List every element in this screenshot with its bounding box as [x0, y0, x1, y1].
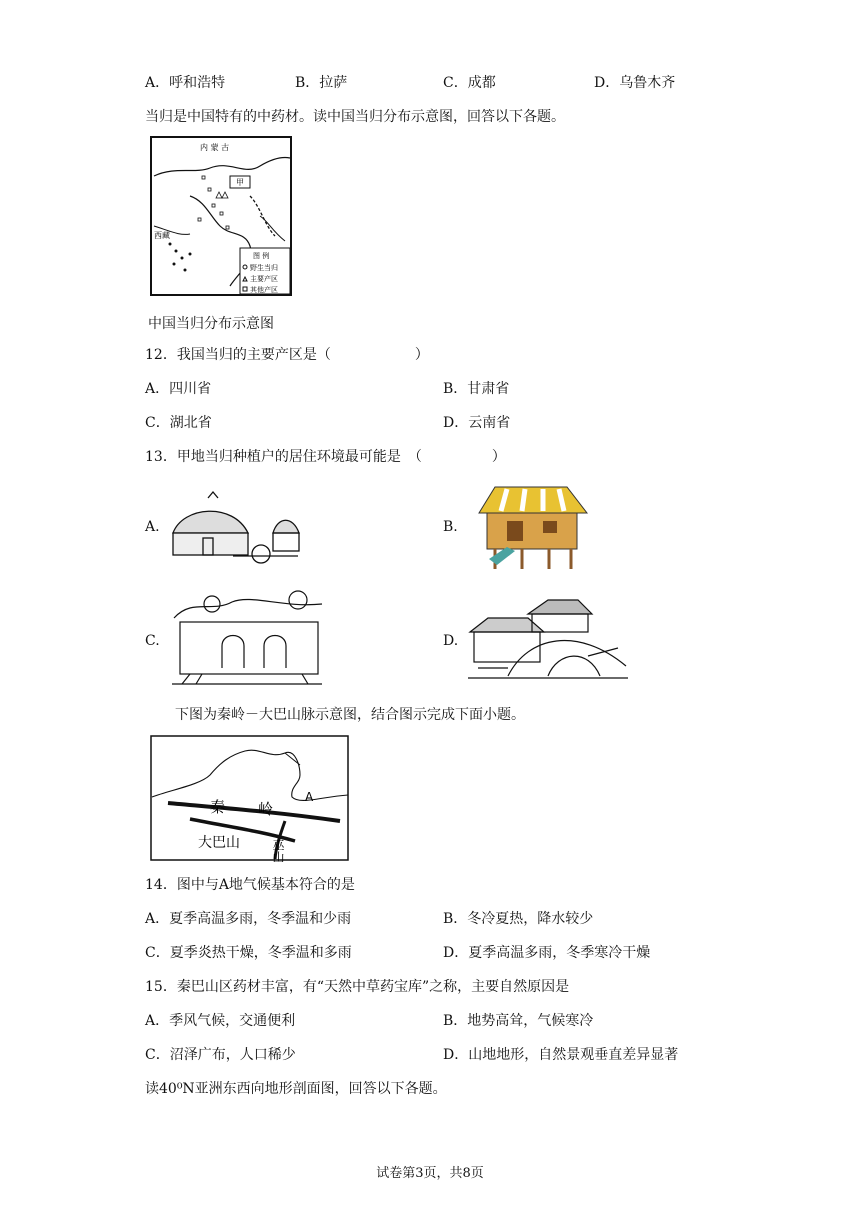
stilt-house-image: [467, 481, 597, 573]
q15-option-b: B．地势高耸，气候寒冷: [443, 1013, 594, 1029]
q11-option-d: D．乌鲁木齐: [594, 75, 676, 91]
q15-option-a: A．季风气候，交通便利: [145, 1013, 296, 1029]
danggui-map: [150, 136, 295, 298]
label-daba: 大巴山: [198, 835, 240, 851]
q13-stem: 13．甲地当归种植户的居住环境最可能是 （ ）: [145, 449, 506, 465]
label-xizang: 西藏: [154, 231, 170, 240]
legend-wild: 野生当归: [250, 264, 278, 272]
q12-option-c: C．湖北省: [145, 415, 212, 431]
q11-option-b: B．拉萨: [295, 75, 348, 91]
q11-option-c: C．成都: [443, 75, 496, 91]
intro-danggui: 当归是中国特有的中药材。读中国当归分布示意图，回答以下各题。: [145, 109, 565, 125]
map1-caption: 中国当归分布示意图: [148, 316, 274, 332]
q12-stem: 12．我国当归的主要产区是（ ）: [145, 347, 429, 363]
q14-option-a: A．夏季高温多雨，冬季温和少雨: [145, 911, 352, 927]
q13-option-d-label: D.: [443, 633, 459, 649]
q15-option-c: C．沼泽广布，人口稀少: [145, 1047, 296, 1063]
intro-qinling: 下图为秦岭－大巴山脉示意图，结合图示完成下面小题。: [175, 707, 525, 723]
qinling-map: [150, 735, 350, 862]
q12-option-b: B．甘肃省: [443, 381, 510, 397]
q15-option-d: D．山地地形，自然景观垂直差异显著: [443, 1047, 679, 1063]
label-jia: 甲: [236, 178, 244, 187]
legend-title: 图 例: [253, 252, 270, 260]
legend-other: 其他产区: [250, 286, 278, 294]
label-a: A: [305, 790, 314, 804]
q14-stem: 14．图中与A地气候基本符合的是: [145, 877, 355, 893]
legend-main: 主要产区: [250, 275, 278, 283]
label-ling: 岭: [258, 800, 274, 818]
page-footer: 试卷第3页，共8页: [376, 1166, 484, 1181]
intro-40n: 读40⁰N亚洲东西向地形剖面图，回答以下各题。: [145, 1081, 447, 1097]
cave-dwelling-image: [172, 588, 324, 688]
q11-option-a: A．呼和浩特: [145, 75, 226, 91]
q14-option-c: C．夏季炎热干燥，冬季温和多雨: [145, 945, 352, 961]
q13-option-a-label: A.: [145, 519, 160, 535]
q15-stem: 15．秦巴山区药材丰富，有“天然中草药宝库”之称，主要自然原因是: [145, 979, 570, 995]
water-town-image: [468, 596, 628, 681]
label-qin: 秦: [210, 798, 226, 816]
q14-option-d: D．夏季高温多雨，冬季寒冷干燥: [443, 945, 651, 961]
label-neimenggu: 内 蒙 古: [200, 143, 230, 152]
q12-option-a: A．四川省: [145, 381, 212, 397]
yurt-image: [163, 488, 303, 572]
q13-option-b-label: B.: [443, 519, 458, 535]
label-wushan: 巫山: [271, 839, 285, 862]
q12-option-d: D．云南省: [443, 415, 511, 431]
q14-option-b: B．冬冷夏热，降水较少: [443, 911, 594, 927]
q13-option-c-label: C.: [145, 633, 160, 649]
